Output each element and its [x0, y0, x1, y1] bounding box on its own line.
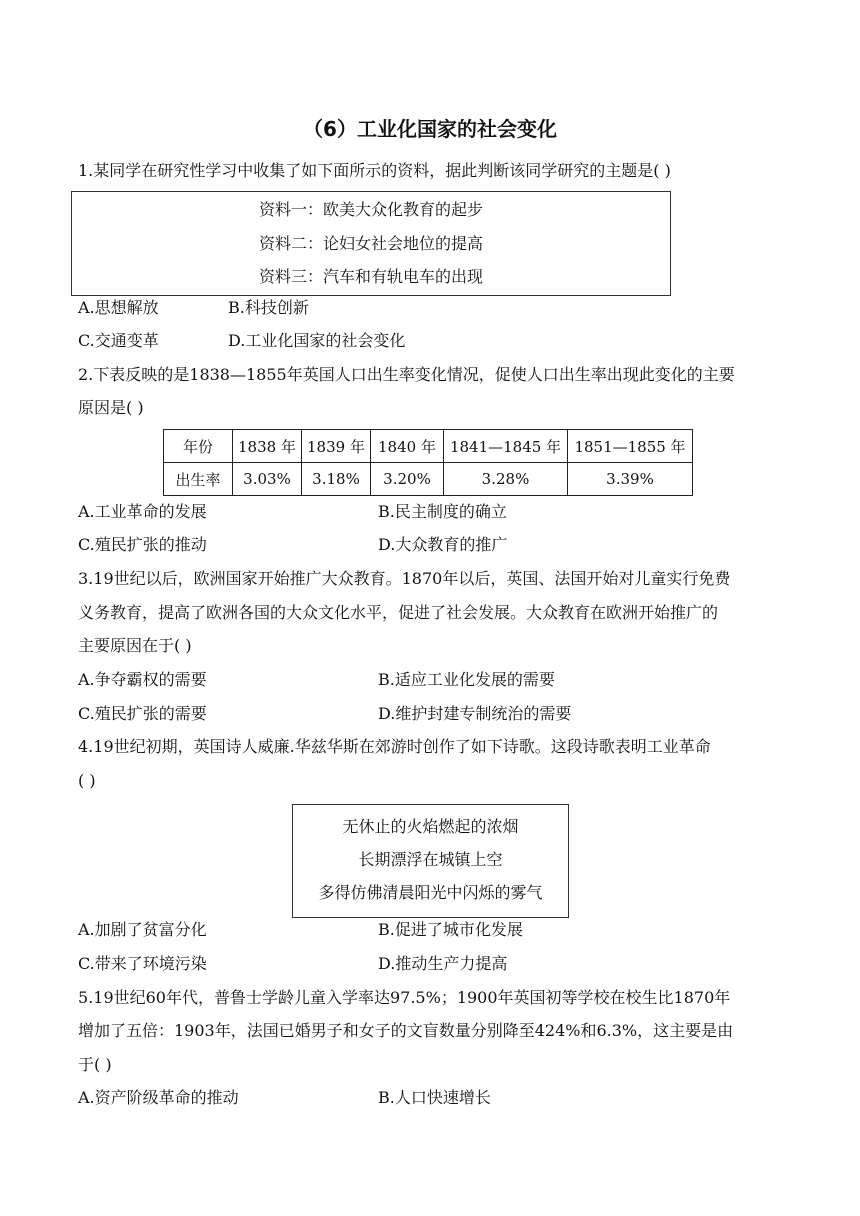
- table-header-row: [164, 430, 693, 463]
- table-header-cell: 1838 年: [233, 430, 302, 463]
- q1-option-c[interactable]: C.交通变革: [78, 331, 159, 350]
- q2-stem-line2: 原因是( ): [78, 398, 144, 417]
- table-cell: 3.18%: [302, 463, 371, 496]
- q3-option-a[interactable]: A.争夺霸权的需要: [78, 670, 207, 689]
- q4-poem-line-1: 无休止的火焰燃起的浓烟: [342, 817, 519, 836]
- table-row: [164, 463, 693, 496]
- q5-stem-line2: 增加了五倍：1903年，法国已婚男子和女子的文盲数量分别降至424%和6.3%，这主要是由: [78, 1021, 734, 1040]
- q2-option-a[interactable]: A.工业革命的发展: [78, 502, 207, 521]
- birth-rate-table: [163, 429, 693, 496]
- q4-poem-line-2: 长期漂浮在城镇上空: [358, 850, 503, 869]
- q4-option-d[interactable]: D.推动生产力提高: [378, 954, 508, 973]
- q1-option-a[interactable]: A.思想解放: [78, 298, 159, 317]
- q3-stem-line1: 3.19世纪以后，欧洲国家开始推广大众教育。1870年以后，英国、法国开始对儿童实行免费: [78, 569, 731, 588]
- table-header-cell: 1841—1845 年: [444, 430, 568, 463]
- q3-stem-line2: 义务教育，提高了欧洲各国的大众文化水平，促进了社会发展。大众教育在欧洲开始推广的: [78, 603, 719, 622]
- q2-option-d[interactable]: D.大众教育的推广: [378, 535, 508, 554]
- q1-material-2: 资料二：论妇女社会地位的提高: [258, 234, 483, 253]
- q1-materials-box: [71, 191, 671, 296]
- q5-option-b[interactable]: B.人口快速增长: [378, 1088, 491, 1107]
- table-header-cell: 1851—1855 年: [568, 430, 693, 463]
- q1-option-b[interactable]: B.科技创新: [228, 298, 309, 317]
- table-cell: 出生率: [164, 463, 233, 496]
- q1-material-3: 资料三：汽车和有轨电车的出现: [258, 267, 483, 286]
- q1-material-1: 资料一：欧美大众化教育的起步: [258, 200, 483, 219]
- q4-option-c[interactable]: C.带来了环境污染: [78, 954, 207, 973]
- q4-stem-line1: 4.19世纪初期，英国诗人威廉.华兹华斯在郊游时创作了如下诗歌。这段诗歌表明工业革命: [78, 737, 711, 756]
- q4-poem-line-3: 多得仿佛清晨阳光中闪烁的雾气: [318, 883, 543, 902]
- q3-option-c[interactable]: C.殖民扩张的需要: [78, 704, 207, 723]
- table-cell: 3.03%: [233, 463, 302, 496]
- table-cell: 3.20%: [371, 463, 444, 496]
- table-cell: 3.39%: [568, 463, 693, 496]
- q4-option-b[interactable]: B.促进了城市化发展: [378, 920, 523, 939]
- q5-stem-line3: 于( ): [78, 1055, 112, 1074]
- table-header-cell: 年份: [164, 430, 233, 463]
- page-title: （6）工业化国家的社会变化: [303, 117, 557, 141]
- q1-stem: 1.某同学在研究性学习中收集了如下面所示的资料，据此判断该同学研究的主题是( ): [78, 161, 671, 180]
- q4-option-a[interactable]: A.加剧了贫富分化: [78, 920, 207, 939]
- table-header-cell: 1839 年: [302, 430, 371, 463]
- q4-poem-box: [292, 804, 569, 918]
- q4-stem-line2: ( ): [78, 771, 96, 790]
- q3-option-d[interactable]: D.维护封建专制统治的需要: [378, 704, 572, 723]
- q5-option-a[interactable]: A.资产阶级革命的推动: [78, 1088, 239, 1107]
- q5-stem-line1: 5.19世纪60年代，普鲁士学龄儿童入学率达97.5%；1900年英国初等学校在校生比1870年: [78, 988, 731, 1007]
- q3-stem-line3: 主要原因在于( ): [78, 636, 192, 655]
- q3-option-b[interactable]: B.适应工业化发展的需要: [378, 670, 555, 689]
- table-cell: 3.28%: [444, 463, 568, 496]
- q1-option-d[interactable]: D.工业化国家的社会变化: [228, 331, 406, 350]
- q2-option-b[interactable]: B.民主制度的确立: [378, 502, 507, 521]
- table-header-cell: 1840 年: [371, 430, 444, 463]
- q2-option-c[interactable]: C.殖民扩张的推动: [78, 535, 207, 554]
- q2-stem-line1: 2.下表反映的是1838—1855年英国人口出生率变化情况，促使人口出生率出现此变化的主要: [78, 365, 735, 384]
